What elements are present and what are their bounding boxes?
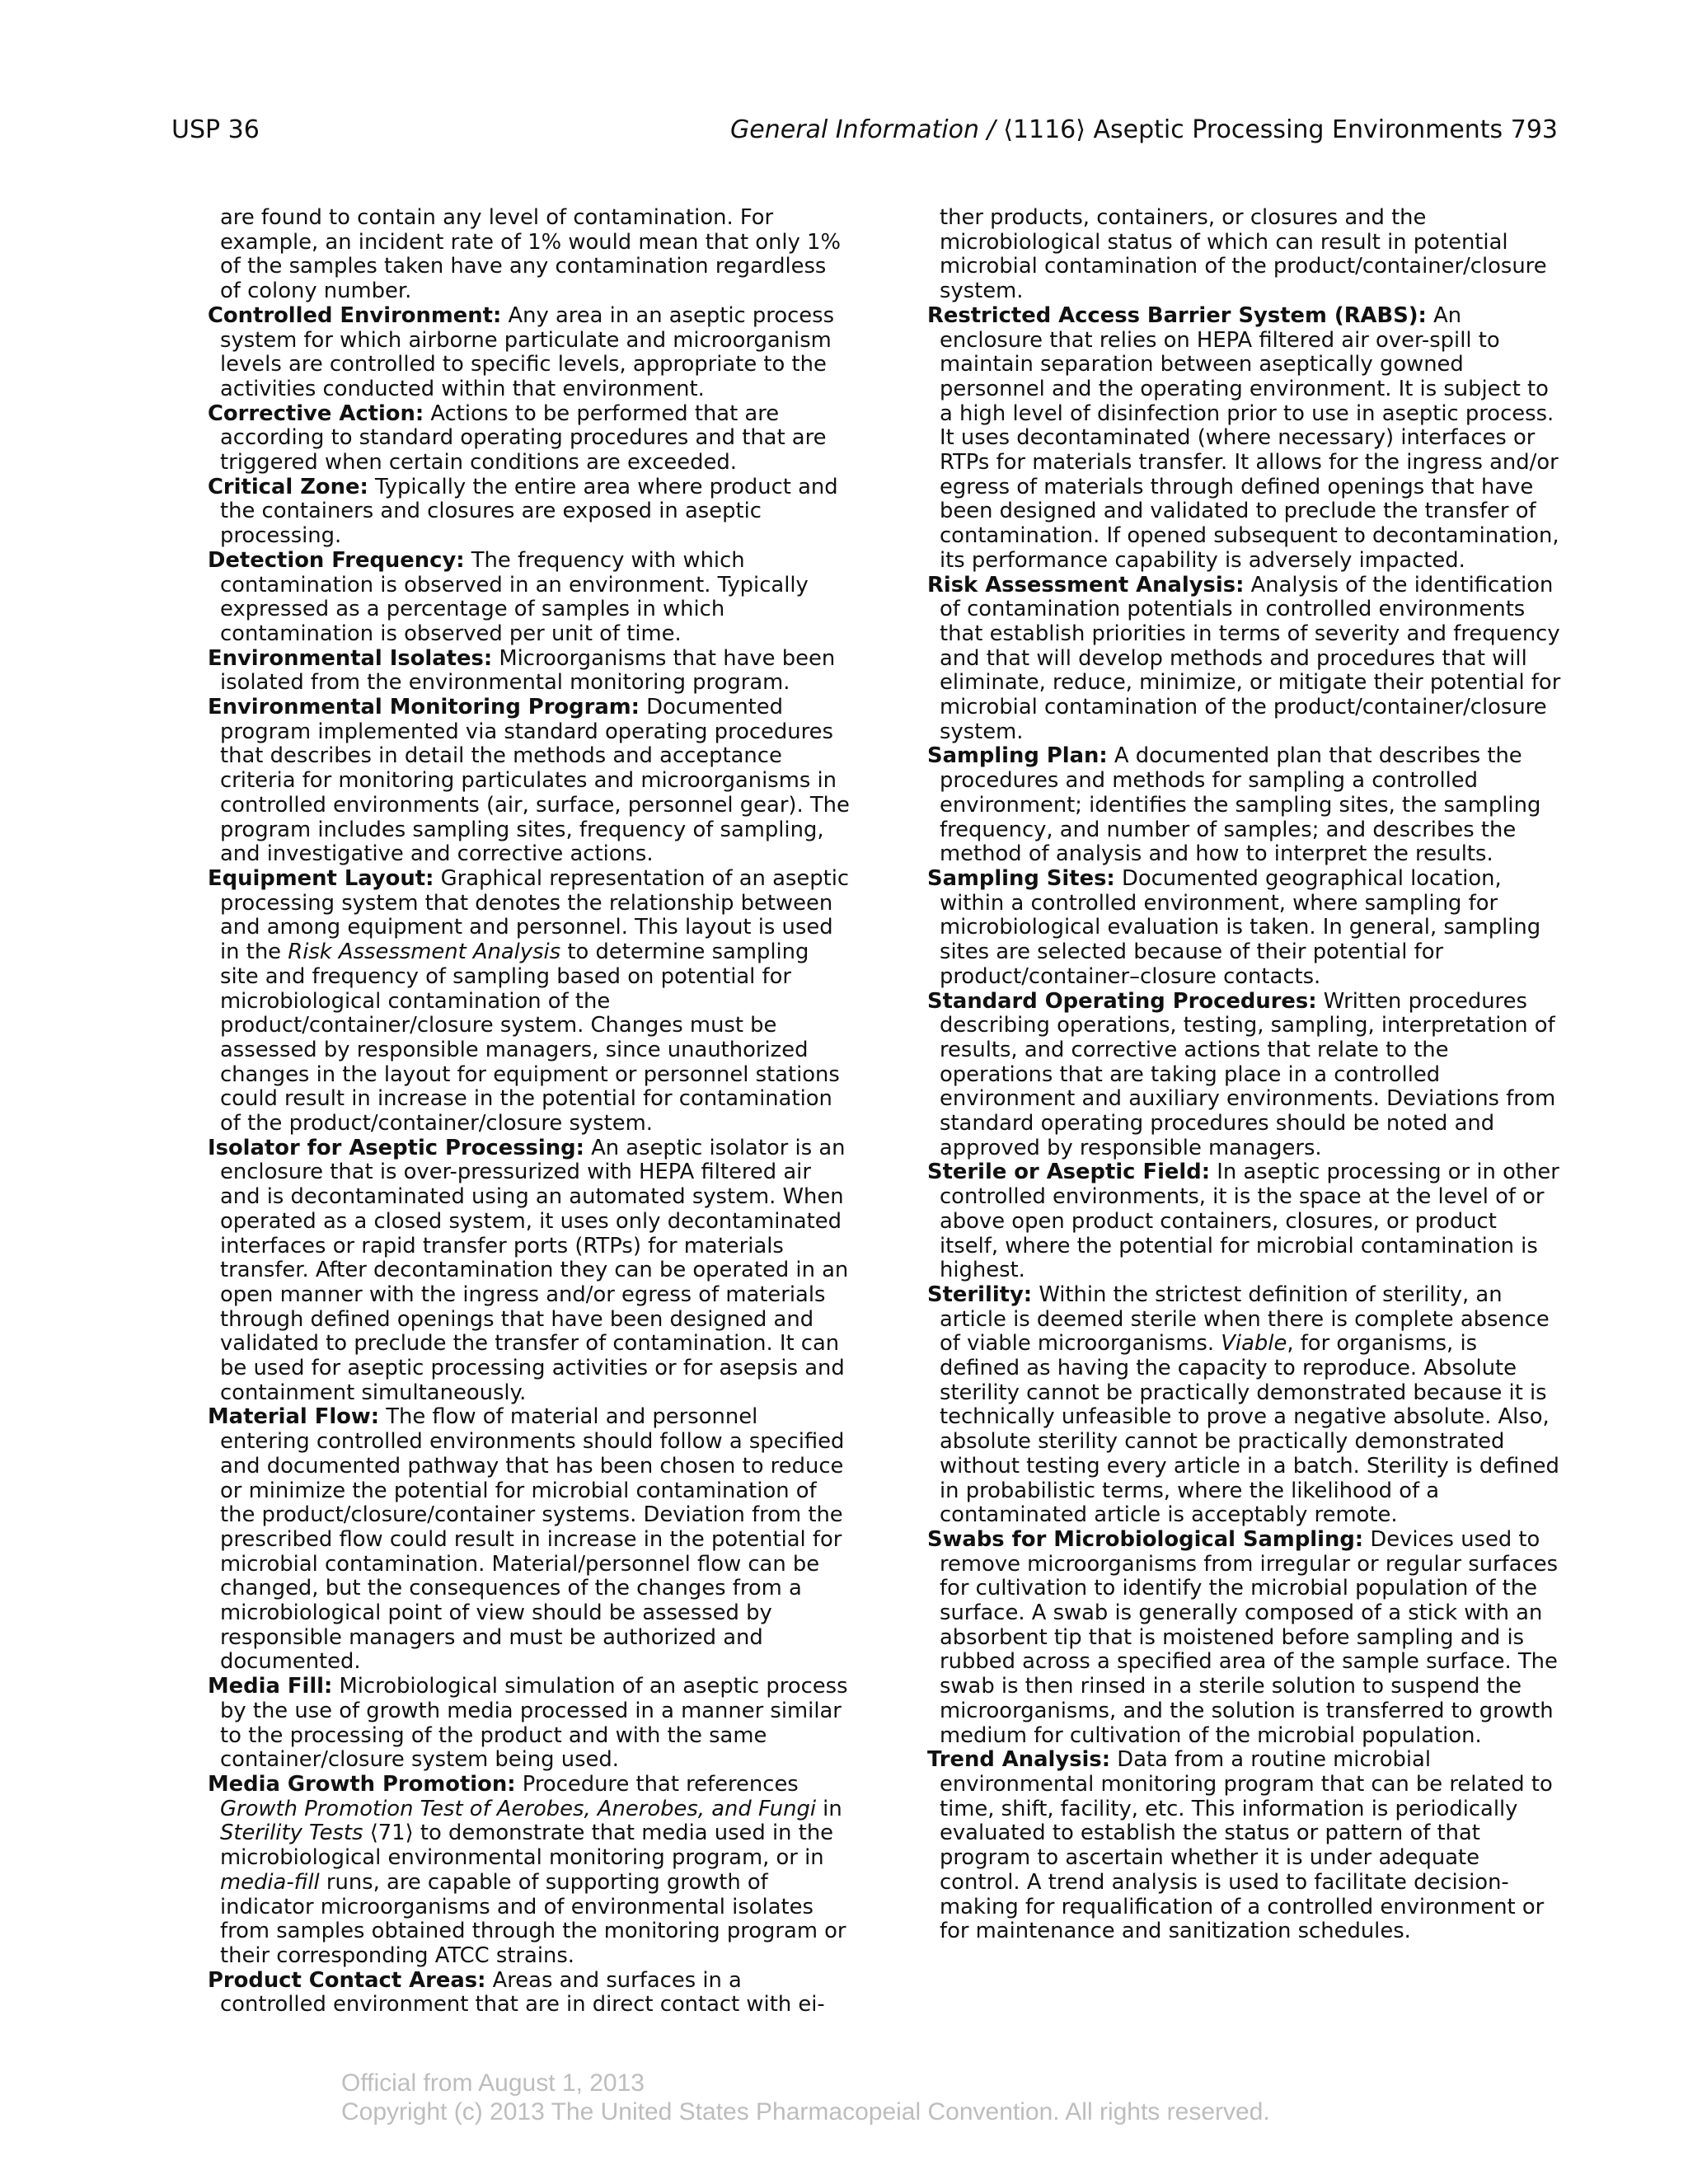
glossary-term: Environmental Monitoring Program: [208,695,640,720]
glossary-entry [927,1528,1562,1748]
glossary-entry [208,1773,851,1969]
glossary-entry [927,1160,1562,1283]
glossary-term: Material Flow: [208,1404,380,1430]
glossary-entry [927,867,1562,990]
definition-text: Within the strictest definition of sterility, an article is deemed sterile when there is complete absence of viable microorganisms. [940,1282,1550,1357]
glossary-definition: Documented program implemented via standard operating procedures that describes in detail the methods and acceptance criteria for monitoring particulates and microorganisms in controlled environments (air, surface, personnel gear). The program includes sampling sites, frequency of sampling, and investigative and corrective actions. [220,695,850,867]
glossary-entry [927,1283,1562,1528]
glossary-term: Media Growth Promotion: [208,1772,516,1797]
cross-reference: Viable [1221,1331,1287,1357]
glossary-entry [927,304,1562,574]
glossary-definition: Devices used to remove microorganisms from irregular or regular surfaces for cultivation to identify the microbial population of the surface. A swab is generally composed of a stick with an absorbent tip that is moistened before sampling and is rubbed across a specified area of the sample surface. The swab is then rinsed in a sterile solution to suspend the microorganisms, and the solution is transferred to growth medium for cultivation of the microbial population. [940,1526,1559,1748]
glossary-definition: Typically the entire area where product and the containers and closures are exposed in aseptic processing. [220,474,838,549]
section-title: General Information / [730,115,996,144]
page-number: 793 [1510,115,1558,144]
glossary-entry [208,1137,851,1406]
glossary-entry [208,402,851,476]
glossary-definition [220,866,849,1136]
definition-text: runs, are capable of supporting growth of indicator microorganisms and of environmental isolates from samples obtained through the monitoring program or their corresponding ATCC strains. [220,1869,846,1968]
glossary-definition: The frequency with which contamination is observed in an environment. Typically expressed as a percentage of samples in which contamination is observed per unit of time. [220,547,809,646]
glossary-definition: An enclosure that relies on HEPA filtered air over-spill to maintain separation between aseptically gowned personnel and the operating environment. It is subject to a high level of disinfection prior to use in aseptic process. It uses decontaminated (where necessary) interfaces or RTPs for materials transfer. It allows for the ingress and/or egress of materials through defined openings that have been designed and validated to preclude the transfer of contamination. If opened subsequent to decontamination, its performance capability is adversely impacted. [940,302,1559,573]
glossary-term: Product Contact Areas: [208,1967,486,1993]
chapter-title: ⟨1116⟩ Aseptic Processing Environments [1003,115,1503,144]
glossary-definition: The flow of material and personnel entering controlled environments should follow a specified and documented pathway that has been chosen to reduce or minimize the potential for microbial contamination of the product/closure/container systems. Deviation from the prescribed flow could result in increase in the potential for microbial contamination. Material/personnel flow can be changed, but the consequences of the changes from a microbiological point of view should be assessed by responsible managers and must be authorized and documented. [220,1404,845,1675]
glossary-definition: Areas and surfaces in a controlled environment that are in direct contact with ei- [220,1967,825,2018]
glossary-definition: Written procedures describing operations, testing, sampling, interpretation of results, and corrective actions that relate to the operations that are taking place in a controlled environment and auxiliary environments. Deviations from standard operating procedures should be noted and approved by responsible managers. [940,988,1556,1160]
glossary-definition: In aseptic processing or in other controlled environments, it is the space at the level of or above open product containers, closures, or product itself, where the potential for microbial contamination is highest. [940,1160,1559,1283]
glossary-definition: Microbiological simulation of an aseptic process by the use of growth media processed in a manner similar to the processing of the product and with the same container/closure system being used. [220,1674,848,1773]
glossary-definition: Documented geographical location, within a controlled environment, where sampling for microbiological evaluation is taken. In general, sampling sites are selected because of their potential for product/container–closure contacts. [940,865,1541,989]
glossary-term: Corrective Action: [208,401,424,426]
glossary-definition: Data from a routine microbial environmental monitoring program that can be related to time, shift, facility, etc. This information is periodically evaluated to establish the status or pattern of that program to ascertain whether it is under adequate control. A trend analysis is used to facilitate decision-making for requalification of a controlled environment or for maintenance and sanitization schedules. [940,1747,1553,1944]
glossary-entry [927,990,1562,1161]
glossary-term: Trend Analysis: [927,1747,1111,1773]
continued-text: ther products, containers, or closures and the microbiological status of which can result in potential microbial contamination of the product/container/closure system. [940,205,1547,304]
glossary-definition [220,1772,846,1968]
glossary-term: Sampling Sites: [927,865,1115,891]
glossary-entry [927,574,1562,745]
definition-text: to determine sampling site and frequency of sampling based on potential for microbiological contamination of the product/container/closure system. Changes must be assessed by responsible managers, since unauthorized changes in the layout for equipment or personnel stations could result in increase in the potential for contamination of the product/container/closure system. [220,940,840,1137]
glossary-term: Risk Assessment Analysis: [927,572,1245,598]
cross-reference: Risk Assessment Analysis [288,940,561,965]
glossary-entry [208,304,851,402]
glossary-entry [208,1405,851,1675]
glossary-term: Isolator for Aseptic Processing: [208,1135,584,1160]
left-column [208,206,851,2018]
glossary-entry [208,549,851,647]
continued-text: are found to contain any level of contamination. For example, an incident rate of 1% would mean that only 1% of the samples taken have any contamination regardless of colony number. [220,205,841,304]
definition-text: , for organisms, is defined as having the capacity to reproduce. Absolute sterility cannot be practically demonstrated because it is technically unfeasible to prove a negative absolute. Also, absolute sterility cannot be practically demonstrated without testing every article in a batch. Sterility is defined in probabilistic terms, where the likelihood of a contaminated article is acceptably remote. [940,1331,1559,1528]
glossary-term: Controlled Environment: [208,302,502,328]
header-right [730,115,1558,144]
glossary-term: Restricted Access Barrier System (RABS): [927,302,1427,328]
glossary-term: Sampling Plan: [927,743,1108,769]
glossary-definition: Any area in an aseptic process system for which airborne particulate and microorganism levels are controlled to specific levels, appropriate to the activities conducted within that environment. [220,302,835,401]
glossary-term: Detection Frequency: [208,547,465,573]
glossary-entry [208,1969,851,2018]
cross-reference: Sterility Tests [220,1821,363,1846]
definition-text: Procedure that references [515,1772,799,1797]
glossary-term: Environmental Isolates: [208,645,493,671]
glossary-term: Equipment Layout: [208,865,434,891]
glossary-definition: Analysis of the identification of contamination potentials in controlled environments that establish priorities in terms of severity and frequency and that will develop methods and procedures that will eliminate, reduce, minimize, or mitigate their potential for microbial contamination of the product/container/closure system. [940,572,1561,744]
glossary-term: Swabs for Microbiological Sampling: [927,1526,1364,1552]
glossary-entry [208,476,851,549]
glossary-definition: An aseptic isolator is an enclosure that is over-pressurized with HEPA filtered air and is decontaminated using an automated system. When operated as a closed system, it uses only decontaminated interfaces or rapid transfer ports (RTPs) for materials transfer. After decontamination they can be operated in an open manner with the ingress and/or egress of materials through defined openings that have been designed and validated to preclude the transfer of contamination. It can be used for aseptic processing activities or for asepsis and containment simultaneously. [220,1135,849,1405]
definition-text: in [815,1796,842,1821]
glossary-entry [208,696,851,867]
glossary-entry [927,744,1562,867]
glossary-definition: Actions to be performed that are according to standard operating procedures and that are triggered when certain conditions are exceeded. [220,401,827,476]
glossary-entry [208,867,851,1137]
running-header [171,115,1558,157]
glossary-entry [208,1675,851,1773]
glossary-entry [208,647,851,696]
glossary-term: Sterility: [927,1282,1033,1307]
glossary-term: Sterile or Aseptic Field: [927,1160,1211,1185]
right-column [927,206,1562,1944]
definition-text: Graphical representation of an aseptic processing system that denotes the relationship between and among equipment and personnel. This layout is used in the [220,865,850,965]
journal-name: USP 36 [171,115,260,144]
cross-reference: media-fill [220,1869,320,1895]
copyright-notice: Copyright (c) 2013 The United States Pharmacopeial Convention. All rights reserved. [341,2098,1270,2125]
glossary-term: Critical Zone: [208,474,368,499]
glossary-term: Standard Operating Procedures: [927,988,1317,1014]
official-date: Official from August 1, 2013 [341,2069,645,2097]
glossary-definition [940,1282,1559,1527]
glossary-definition: Microorganisms that have been isolated from the environmental monitoring program. [220,645,836,696]
glossary-term: Media Fill: [208,1674,333,1699]
definition-text: ⟨71⟩ to demonstrate that media used in the microbiological environmental monitoring program, or in [220,1821,834,1871]
cross-reference: Growth Promotion Test of Aerobes, Anerobes, and Fungi [220,1796,816,1821]
copyright-footer [341,2069,1270,2126]
glossary-entry [927,1748,1562,1944]
glossary-definition: A documented plan that describes the procedures and methods for sampling a controlled environment; identifies the sampling sites, the sampling frequency, and number of samples; and describes the method of analysis and how to interpret the results. [940,743,1541,867]
